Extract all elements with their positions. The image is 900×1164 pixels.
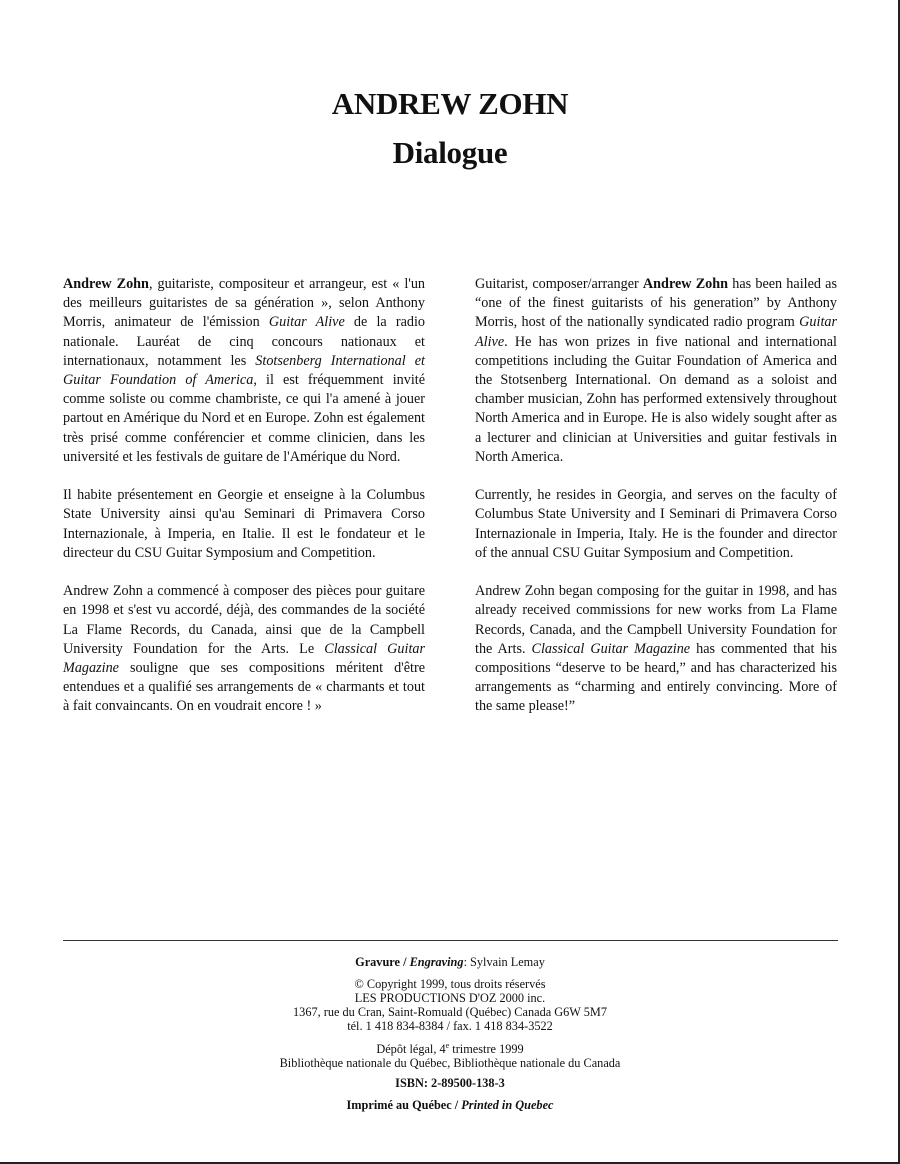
text-run: trimestre 1999 (449, 1042, 524, 1057)
magazine-title: Classical Guitar Magazine (531, 640, 691, 657)
text-run: has commented that his compositions “deserve to be heard,” and has characterized his arrangements as “charming and entirely convincing. More of the same please!” (475, 640, 837, 715)
publisher-name: LES PRODUCTIONS D'OZ 2000 inc. (354, 991, 546, 1005)
french-biography (63, 275, 425, 736)
text-run: , guitariste, compositeur et arrangeur, est « l'un des meilleurs guitaristes de sa génération », selon Anthony Morris, animateur de l'émission (63, 276, 426, 331)
english-composer-name: Andrew Zohn (642, 276, 729, 292)
french-paragraph-1 (63, 275, 425, 467)
text-run: has been hailed as “one of the finest guitarists of his generation” by Anthony Morris, host of the nationally syndicated radio program (475, 276, 837, 331)
text-run: Andrew Zohn began composing for the guitar in 1998, and has already received commissions for new works from La Flame Records, Canada, and the Campbell University Foundation for the Arts. (475, 583, 837, 657)
isbn-number: ISBN: 2-89500-138-3 (395, 1076, 505, 1091)
english-paragraph-1 (475, 275, 837, 467)
radio-program-title: Guitar Alive (475, 314, 837, 350)
french-paragraph-2: Il habite présentement en Georgie et enseigne à la Columbus State University ainsi qu'au Seminari di Primavera Corso Internazionale, à Imperia, en Italie. Il est le fondateur et le directeur du CSU Guitar Symposium and Competition. (63, 487, 425, 561)
copyright-line: © Copyright 1999, tous droits réservés (354, 977, 546, 991)
printed-in (0, 1098, 900, 1112)
engraving-label-en: Engraving (409, 955, 464, 969)
text-run: Andrew Zohn a commencé à composer des pièces pour guitare en 1998 et s'est vu accordé, déjà, des commandes de la société La Flame Records, du Canada, ainsi que de la Campbell University Foundation for the Arts. Le (63, 583, 425, 657)
ordinal-suffix: e (445, 1041, 450, 1050)
publisher-footer (0, 955, 900, 1112)
engraver-name: : Sylvain Lemay (463, 955, 545, 969)
composer-name: ANDREW ZOHN (331, 86, 569, 121)
text-run: souligne que ses compositions méritent d'être entendues et a qualifié ses arrangements de « charmants et tout à fait convaincants. On en voudrait encore ! » (63, 660, 425, 715)
french-paragraph-3 (63, 582, 425, 716)
text-run: . He has won prizes in five national and international competitions including the Guitar Foundation of America and the Stotsenberg International. On demand as a soloist and chamber musician, Zohn has performed extensively throughout North America and in Europe. He is also widely sought after as a lecturer and clinician at Universities and guitar festivals in North America. (475, 333, 837, 465)
english-biography (475, 275, 837, 736)
footer-divider (63, 940, 838, 941)
magazine-title: Classical Guitar Magazine (63, 640, 425, 677)
national-libraries: Bibliothèque nationale du Québec, Bibliothèque nationale du Canada (279, 1056, 621, 1071)
text-run: Dépôt légal, 4 (376, 1042, 446, 1057)
competition-names: Stotsenberg International et Guitar Foundation of America (63, 352, 425, 389)
english-paragraph-2: Currently, he resides in Georgia, and serves on the faculty of Columbus State University and I Seminari di Primavera Corso Internazionale in Imperia, Italy. He is the founder and director of the annual CSU Guitar Symposium and Competition. (475, 487, 837, 561)
printed-in-fr: Imprimé au Québec / (346, 1098, 462, 1113)
french-composer-name: Andrew Zohn (63, 276, 149, 292)
text-run: de la radio nationale. Lauréat de cinq concours nationaux et internationaux, notamment les (63, 314, 425, 369)
isbn (0, 1076, 900, 1090)
legal-deposit (0, 1039, 900, 1056)
publisher-address: 1367, rue du Cran, Saint-Romuald (Québec) Canada G6W 5M7 (293, 1005, 607, 1019)
engraving-credit (0, 955, 900, 969)
text-run: Guitarist, composer/arranger (475, 276, 643, 292)
radio-program-title: Guitar Alive (268, 314, 345, 331)
text-run: , il est fréquemment invité comme soliste ou comme chambriste, ce qui l'a amené à jouer partout en Amérique du Nord et en Europe. Zohn est également très prisé comme conférencier et comme clinicien, dans les université et les festivals de guitare de l'Amérique du Nord. (63, 372, 426, 465)
engraving-label: Gravure / (355, 955, 410, 969)
publisher-phone: tél. 1 418 834-8384 / fax. 1 418 834-3522 (347, 1019, 553, 1033)
piece-title: Dialogue (392, 135, 508, 170)
printed-in-en: Printed in Quebec (461, 1098, 554, 1113)
english-paragraph-3 (475, 582, 837, 716)
